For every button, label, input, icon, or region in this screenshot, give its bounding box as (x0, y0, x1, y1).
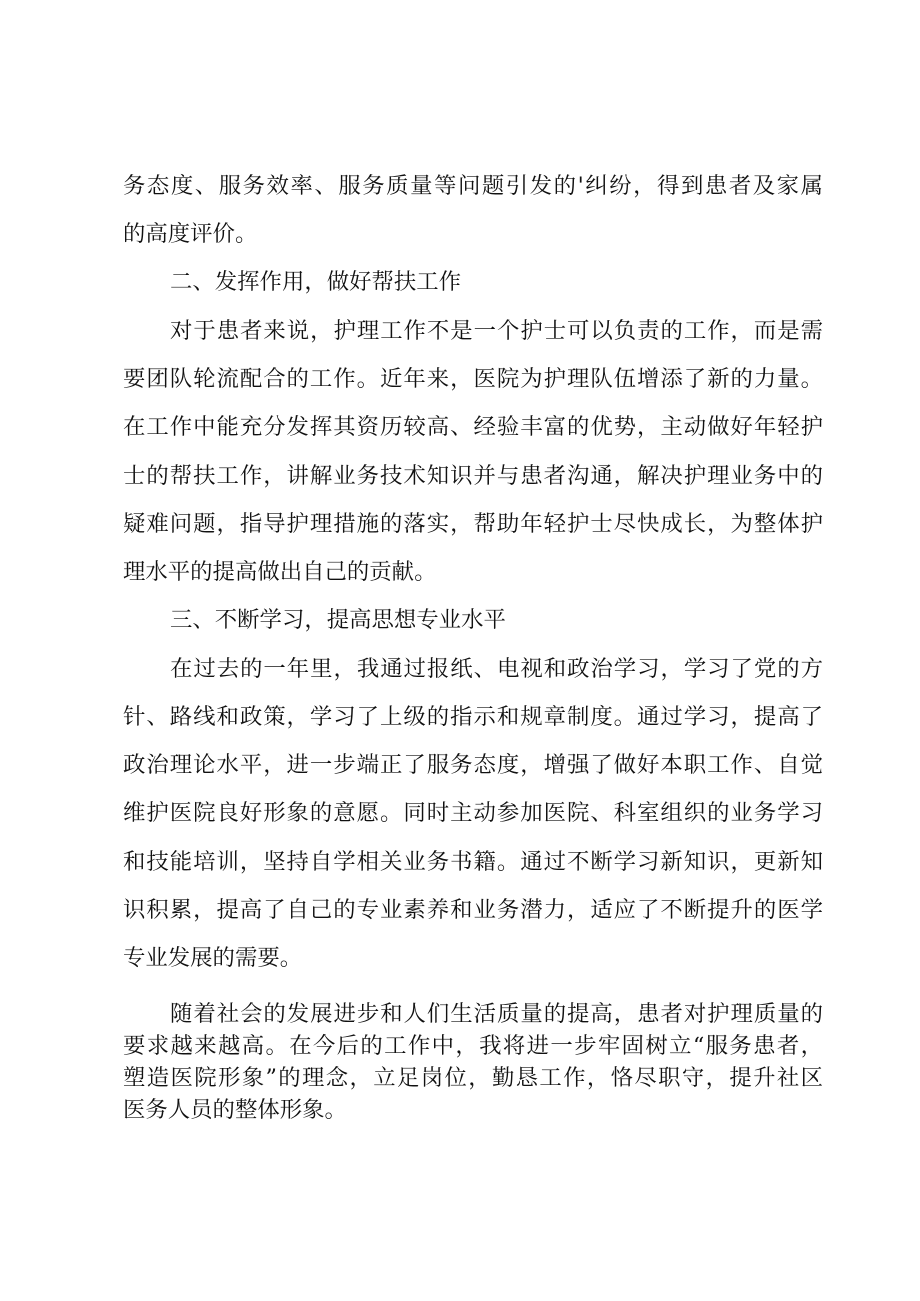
paragraph-3-line-5: 和技能培训，坚持自学相关业务书籍。通过不断学习新知识，更新知 (123, 849, 823, 875)
paragraph-3-line-6: 识积累，提高了自己的专业素养和业务潜力，适应了不断提升的医学 (123, 897, 823, 923)
paragraph-4-line-2: 要求越来越高。在今后的工作中，我将进一步牢固树立“服务患者， (123, 1033, 823, 1059)
paragraph-2-line-2: 要团队轮流配合的工作。近年来，医院为护理队伍增添了新的力量。 (123, 366, 823, 392)
section-heading-3: 三、不断学习，提高思想专业水平 (170, 607, 506, 633)
paragraph-2-line-5: 疑难问题，指导护理措施的落实，帮助年轻护士尽快成长，为整体护 (123, 511, 823, 537)
paragraph-3-line-4: 维护医院良好形象的意愿。同时主动参加医院、科室组织的业务学习 (123, 800, 823, 826)
paragraph-2-line-4: 士的帮扶工作，讲解业务技术知识并与患者沟通，解决护理业务中的 (123, 463, 823, 489)
paragraph-1-line-1: 务态度、服务效率、服务质量等问题引发的'纠纷，得到患者及家属 (123, 173, 823, 199)
paragraph-2-line-3: 在工作中能充分发挥其资历较高、经验丰富的优势，主动做好年轻护 (123, 414, 823, 440)
paragraph-4-line-3: 塑造医院形象”的理念，立足岗位，勤恳工作，恪尽职守，提升社区 (123, 1065, 823, 1091)
section-heading-2: 二、发挥作用，做好帮扶工作 (170, 269, 462, 295)
paragraph-4-line-4: 医务人员的整体形象。 (123, 1097, 347, 1123)
paragraph-1-line-2: 的高度评价。 (123, 221, 258, 247)
paragraph-2-line-6: 理水平的提高做出自己的贡献。 (123, 559, 437, 585)
paragraph-3-line-1: 在过去的一年里，我通过报纸、电视和政治学习，学习了党的方 (170, 656, 823, 682)
paragraph-3-line-3: 政治理论水平，进一步端正了服务态度，增强了做好本职工作、自觉 (123, 752, 823, 778)
paragraph-4-line-1: 随着社会的发展进步和人们生活质量的提高，患者对护理质量的 (170, 1001, 823, 1027)
paragraph-2-line-1: 对于患者来说，护理工作不是一个护士可以负责的工作，而是需 (170, 318, 823, 344)
paragraph-3-line-2: 针、路线和政策，学习了上级的指示和规章制度。通过学习，提高了 (123, 704, 823, 730)
paragraph-3-line-7: 专业发展的需要。 (123, 945, 303, 971)
